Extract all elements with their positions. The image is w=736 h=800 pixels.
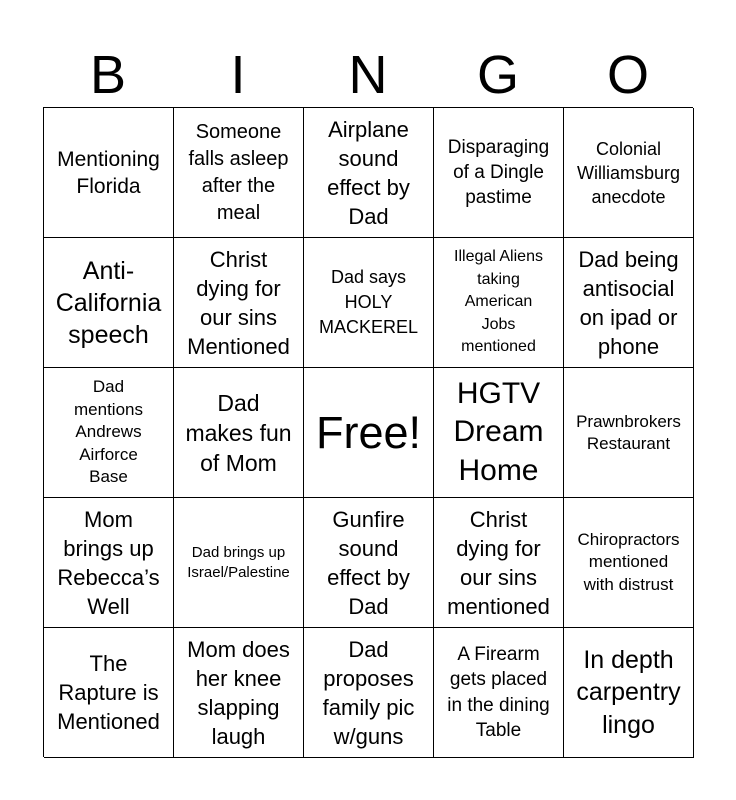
bingo-cell[interactable] <box>564 108 694 238</box>
bingo-cell[interactable] <box>44 498 174 628</box>
bingo-cell[interactable] <box>434 368 564 498</box>
header-letter-o: O <box>606 45 649 105</box>
bingo-grid <box>43 107 693 757</box>
header-letter-b: B <box>89 45 127 105</box>
cell-text: Dad brings up Israel/Palestine <box>187 543 290 581</box>
cell-text: Mom brings up Rebecca’s Well <box>57 506 160 619</box>
bingo-header <box>43 42 693 108</box>
bingo-cell[interactable] <box>564 628 694 758</box>
bingo-cell[interactable] <box>44 108 174 238</box>
bingo-cell[interactable] <box>434 498 564 628</box>
cell-text: Christ dying for our sins Mentioned <box>187 246 290 359</box>
cell-text: Dad makes fun of Mom <box>185 389 292 476</box>
bingo-cell[interactable] <box>434 628 564 758</box>
bingo-cell[interactable] <box>174 368 304 498</box>
bingo-cell[interactable] <box>304 238 434 368</box>
cell-text: Illegal Aliens taking American Jobs mentioned <box>454 248 543 356</box>
cell-text: Someone falls asleep after the meal <box>188 120 289 224</box>
bingo-cell[interactable] <box>44 628 174 758</box>
cell-text: Chiropractors mentioned with distrust <box>577 529 680 594</box>
cell-text: Dad being antisocial on ipad or phone <box>578 246 679 359</box>
cell-text: Dad says HOLY MACKEREL <box>318 267 419 337</box>
cell-text: Gunfire sound effect by Dad <box>327 506 410 619</box>
bingo-cell[interactable] <box>174 628 304 758</box>
cell-text: Mentioning Florida <box>57 147 160 198</box>
cell-text: Anti- California speech <box>55 256 162 349</box>
cell-text: The Rapture is Mentioned <box>57 651 160 734</box>
cell-text: Dad proposes family pic w/guns <box>322 636 415 749</box>
header-letter-i: I <box>230 45 246 105</box>
bingo-cell[interactable] <box>434 108 564 238</box>
header-letter-g: G <box>476 45 519 105</box>
bingo-cell[interactable] <box>564 238 694 368</box>
bingo-cell[interactable] <box>44 368 174 498</box>
cell-text: Christ dying for our sins mentioned <box>447 506 550 619</box>
cell-text: Prawnbrokers Restaurant <box>576 411 681 453</box>
bingo-cell[interactable] <box>44 238 174 368</box>
cell-text: Mom does her knee slapping laugh <box>187 636 290 749</box>
cell-text: A Firearm gets placed in the dining Table <box>447 643 550 741</box>
cell-text: Free! <box>315 406 422 458</box>
cell-text: HGTV Dream Home <box>453 376 544 487</box>
bingo-cell[interactable] <box>304 498 434 628</box>
cell-text: Dad mentions Andrews Airforce Base <box>74 377 143 487</box>
bingo-cell[interactable] <box>564 498 694 628</box>
bingo-cell[interactable] <box>174 498 304 628</box>
bingo-cell[interactable] <box>564 368 694 498</box>
header-letter-n: N <box>348 45 388 105</box>
bingo-cell[interactable] <box>174 238 304 368</box>
cell-text: Airplane sound effect by Dad <box>327 116 410 229</box>
bingo-cell[interactable] <box>304 108 434 238</box>
bingo-cell[interactable] <box>304 628 434 758</box>
bingo-cell[interactable] <box>434 238 564 368</box>
cell-text: Colonial Williamsburg anecdote <box>576 138 681 207</box>
cell-text: Disparaging of a Dingle pastime <box>447 137 550 208</box>
free-space-cell[interactable] <box>304 368 434 498</box>
cell-text: In depth carpentry lingo <box>576 645 681 739</box>
bingo-cell[interactable] <box>174 108 304 238</box>
